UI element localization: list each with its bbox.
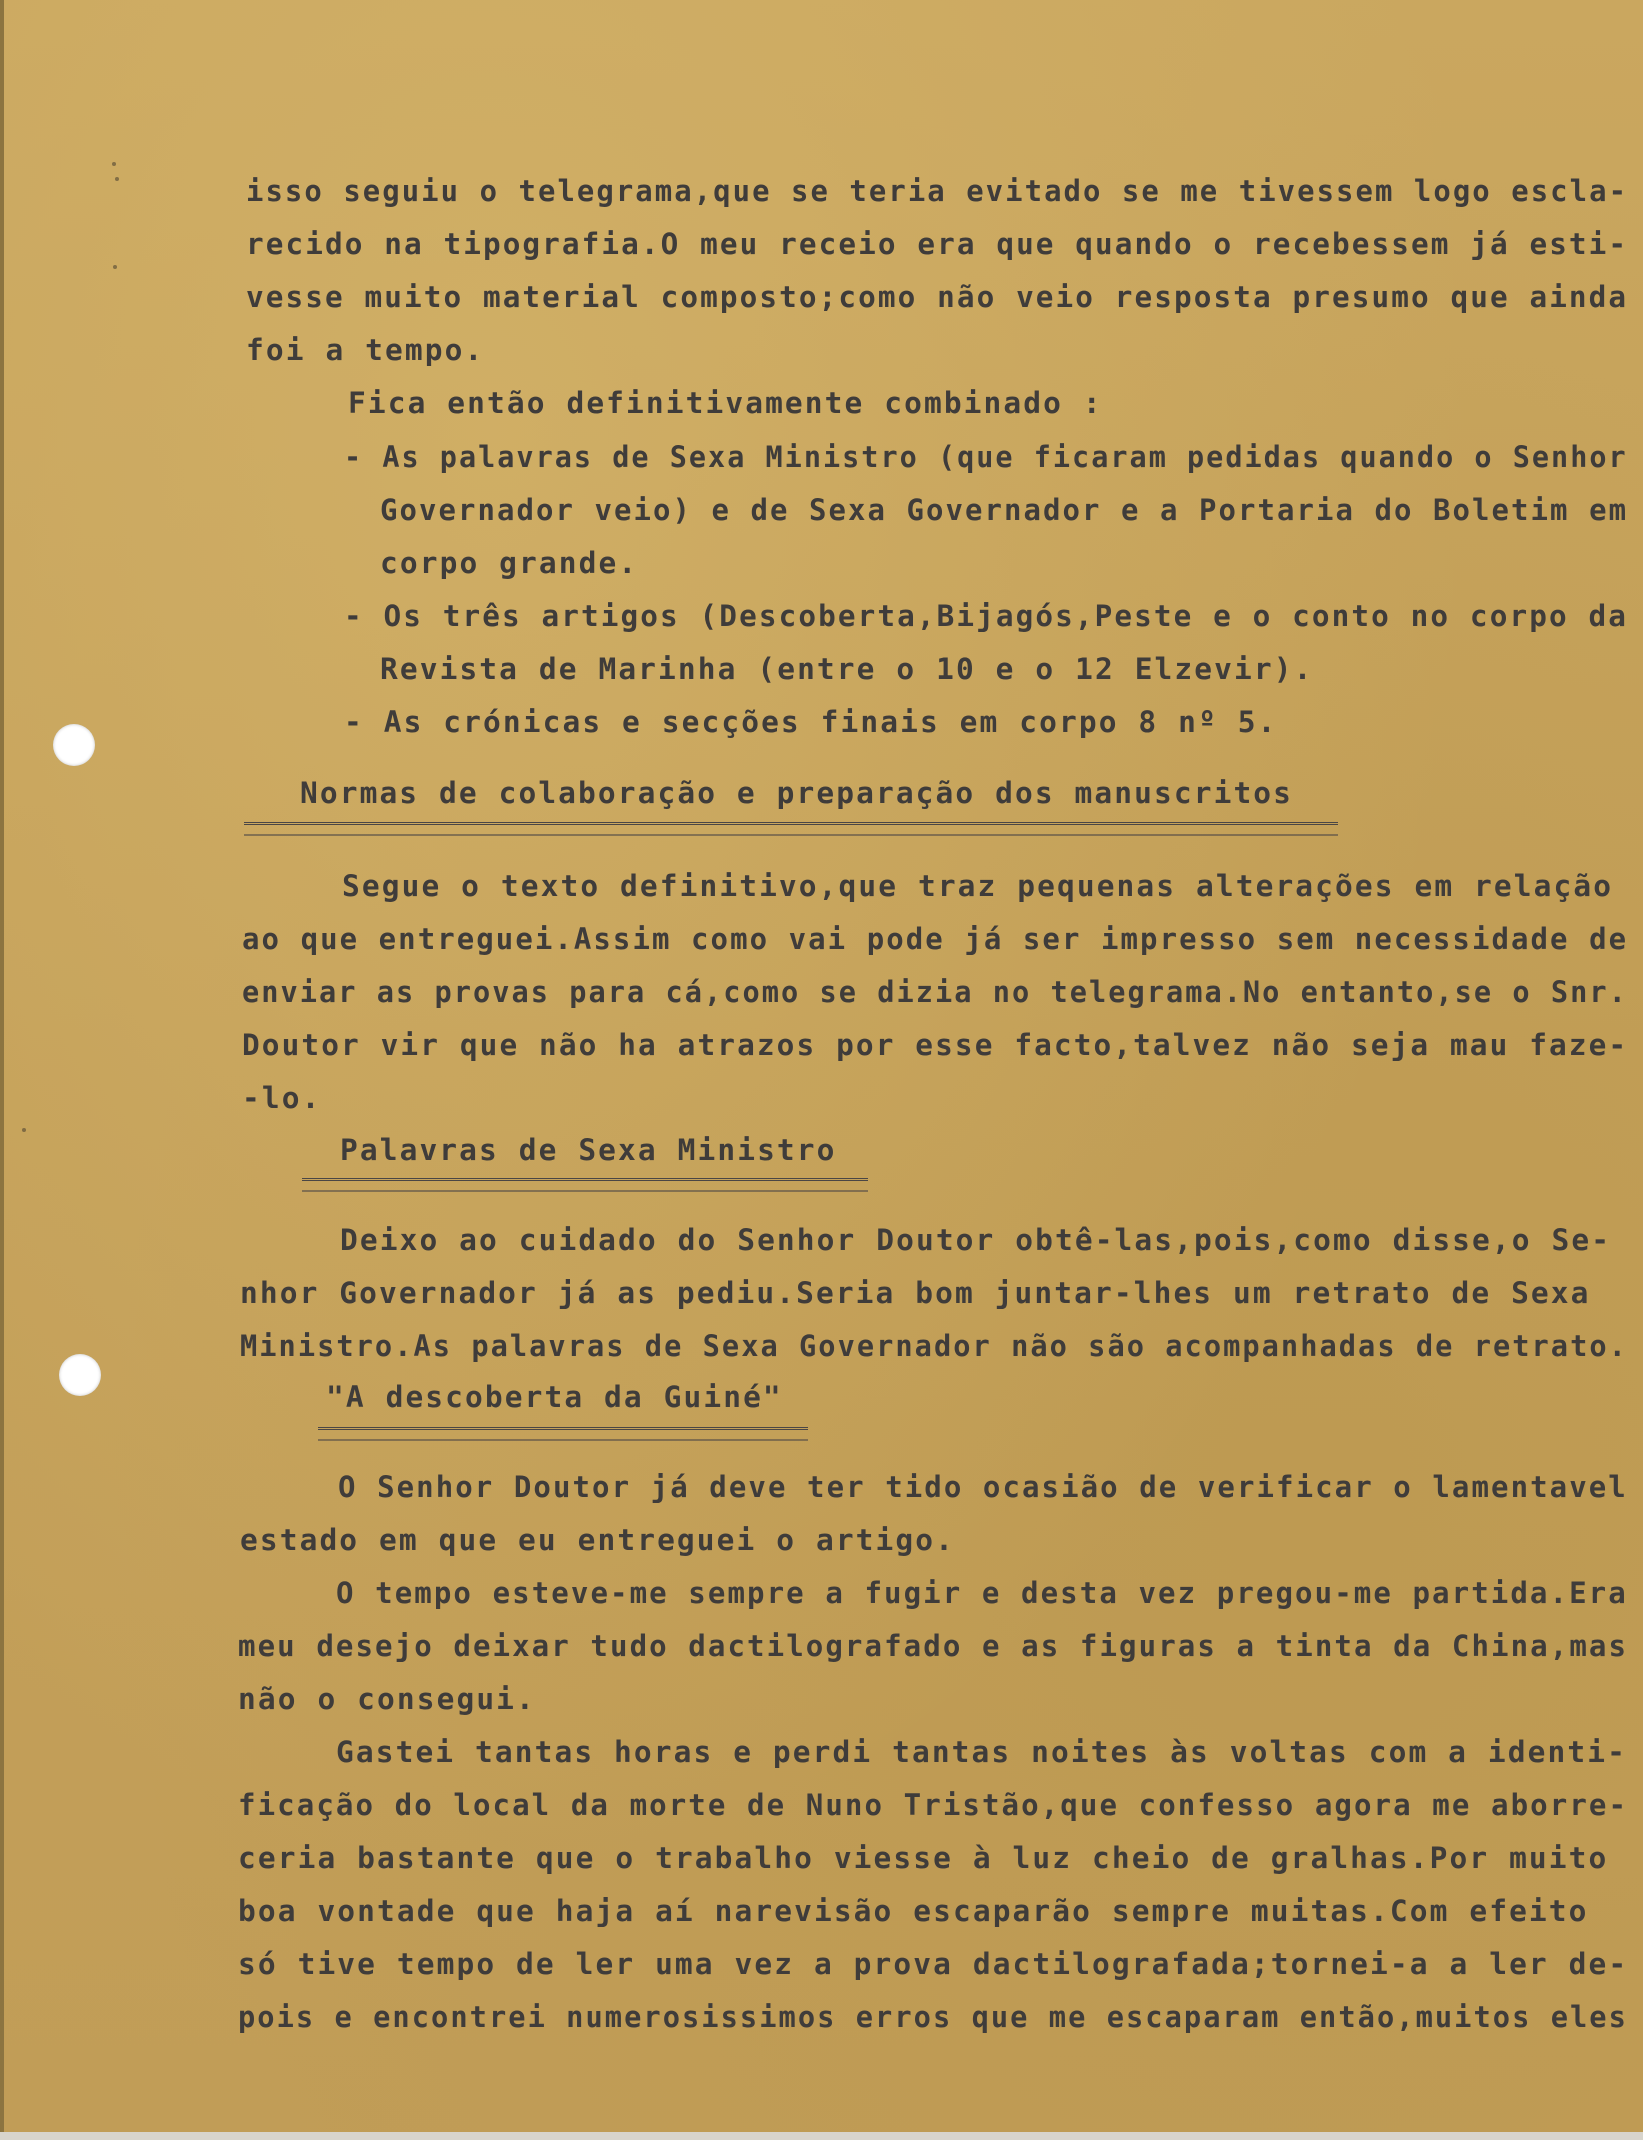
paper-speck	[115, 177, 119, 181]
text-line: O tempo esteve-me sempre a fugir e desta vez pregou-me partida.Era	[336, 1576, 1628, 1610]
section-heading: "A descoberta da Guiné"	[326, 1380, 783, 1414]
list-item: - As palavras de Sexa Ministro (que ficaram pedidas quando o Senhor	[344, 440, 1628, 474]
text-line: Deixo ao cuidado do Senhor Doutor obtê-las,pois,como disse,o Se-	[340, 1223, 1612, 1257]
paper-speck	[22, 1128, 26, 1132]
text-line: não o consegui.	[238, 1682, 536, 1716]
text-line: Segue o texto definitivo,que traz pequenas alterações em relação	[342, 869, 1614, 903]
text-line: recido na tipografia.O meu receio era que quando o recebessem já esti-	[246, 227, 1629, 261]
text-line: enviar as provas para cá,como se dizia no telegrama.No entanto,se o Snr.	[242, 975, 1628, 1009]
punch-hole-top	[53, 724, 95, 766]
text-line: ceria bastante que o trabalho viesse à luz cheio de gralhas.Por muito	[238, 1841, 1609, 1875]
text-line: isso seguiu o telegrama,que se teria evitado se me tivessem logo escla-	[246, 174, 1629, 208]
paper-speck	[112, 162, 116, 166]
text-line: estado em que eu entreguei o artigo.	[240, 1523, 955, 1557]
text-line: pois e encontrei numerosissimos erros que me escaparam então,muitos eles	[238, 2000, 1628, 2034]
text-line: meu desejo deixar tudo dactilografado e as figuras a tinta da China,mas	[238, 1629, 1629, 1663]
text-line: Ministro.As palavras de Sexa Governador não são acompanhadas de retrato.	[240, 1329, 1628, 1363]
list-item: - Os três artigos (Descoberta,Bijagós,Peste e o conto no corpo da	[344, 599, 1628, 633]
text-line: só tive tempo de ler uma vez a prova dactilografada;tornei-a a ler de-	[238, 1947, 1629, 1981]
heading-underline	[318, 1427, 808, 1441]
text-line: ao que entreguei.Assim como vai pode já ser impresso sem necessidade de	[242, 922, 1629, 956]
section-heading: Normas de colaboração e preparação dos manuscritos	[300, 776, 1294, 810]
punch-hole-bottom	[59, 1354, 101, 1396]
section-heading: Palavras de Sexa Ministro	[340, 1133, 837, 1167]
text-line: -lo.	[242, 1081, 322, 1115]
text-line: nhor Governador já as pediu.Seria bom juntar-lhes um retrato de Sexa	[240, 1276, 1591, 1310]
text-line: Doutor vir que não ha atrazos por esse facto,talvez não seja mau faze-	[242, 1028, 1629, 1062]
paper-bottom-edge	[0, 2132, 1643, 2140]
intro-line: Fica então definitivamente combinado :	[348, 386, 1103, 420]
list-item: - As crónicas e secções finais em corpo 8 nº 5.	[344, 705, 1278, 739]
heading-underline	[244, 822, 1338, 836]
paper-speck	[113, 265, 117, 269]
text-line: O Senhor Doutor já deve ter tido ocasião de verificar o lamentavel	[338, 1470, 1628, 1504]
text-line: boa vontade que haja aí narevisão escaparão sempre muitas.Com efeito	[238, 1894, 1589, 1928]
paper-left-edge	[0, 0, 4, 2140]
list-item-continuation: Governador veio) e de Sexa Governador e a Portaria do Boletim em	[380, 493, 1629, 527]
heading-underline	[302, 1178, 868, 1192]
list-item-continuation: corpo grande.	[380, 546, 639, 580]
text-line: Gastei tantas horas e perdi tantas noites às voltas com a identi-	[336, 1735, 1627, 1769]
list-item-continuation: Revista de Marinha (entre o 10 e o 12 Elzevir).	[380, 652, 1314, 686]
text-line: ficação do local da morte de Nuno Tristão,que confesso agora me aborre-	[238, 1788, 1629, 1822]
text-line: foi a tempo.	[246, 333, 485, 367]
text-line: vesse muito material composto;como não veio resposta presumo que ainda	[246, 280, 1629, 314]
